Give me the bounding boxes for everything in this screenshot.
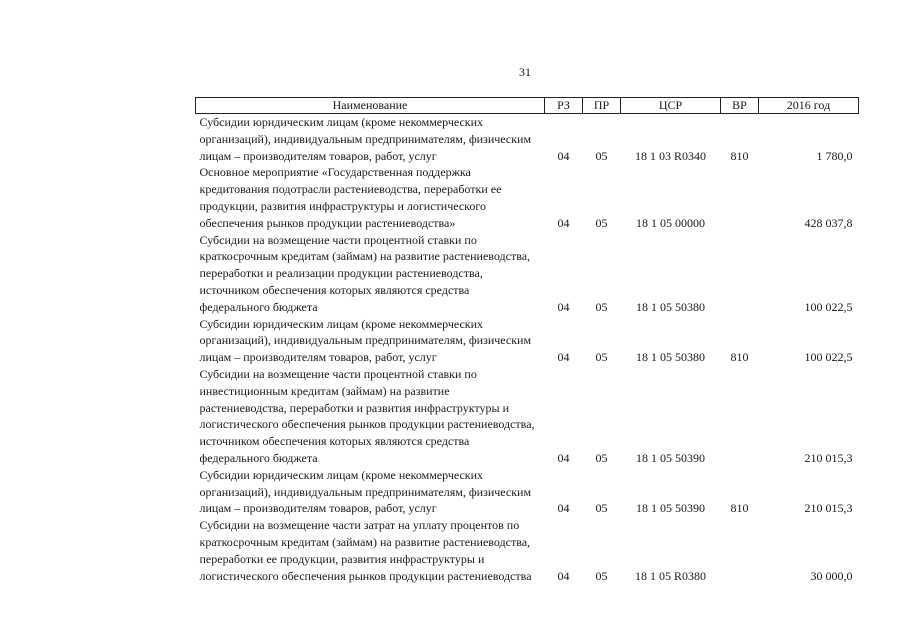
table-row <box>196 114 859 165</box>
row-csr: 18 1 05 50390 <box>636 450 705 465</box>
budget-table <box>195 97 859 584</box>
row-name: Субсидии на возмещение части процентной ставки по краткосрочным кредитам (займам) на развитие растениеводства, переработки и реализации продукции растениеводства, источником обеспечения которых являются средства федерального бюджета <box>199 232 531 314</box>
table-row <box>196 467 859 517</box>
row-pr: 05 <box>595 450 608 465</box>
row-name: Субсидии юридическим лицам (кроме некоммерческих организаций), индивидуальным предпринимателям, физическим лицам – производителям товаров, работ, услуг <box>199 316 532 365</box>
row-pr: 05 <box>595 568 608 583</box>
row-csr: 18 1 03 R0340 <box>634 148 706 163</box>
table-row <box>196 517 859 584</box>
row-vr: 810 <box>730 148 749 163</box>
header-vr: ВР <box>721 98 759 114</box>
page-number: 31 <box>519 65 531 79</box>
row-rz: 04 <box>557 350 570 365</box>
table-row <box>196 366 859 467</box>
table-header-row <box>196 98 859 114</box>
row-sum: 210 015,3 <box>804 450 853 465</box>
table-row <box>196 232 859 316</box>
row-pr: 05 <box>595 299 608 314</box>
row-vr <box>721 366 759 467</box>
row-vr <box>721 232 759 316</box>
row-sum: 100 022,5 <box>804 299 853 314</box>
table-row <box>196 316 859 366</box>
row-sum: 100 022,5 <box>804 350 853 365</box>
row-rz: 04 <box>557 501 570 516</box>
row-name: Субсидии юридическим лицам (кроме некоммерческих организаций), индивидуальным предпринимателям, физическим лицам – производителям товаров, работ, услуг <box>199 467 532 516</box>
row-pr: 05 <box>595 148 608 163</box>
row-rz: 04 <box>557 148 570 163</box>
table-row <box>196 164 859 231</box>
row-csr: 18 1 05 50380 <box>636 350 705 365</box>
row-pr: 05 <box>595 350 608 365</box>
row-name: Субсидии на возмещение части затрат на уплату процентов по краткосрочным кредитам (займам) на развитие растениеводства, переработки ее продукции, развития инфраструктуры и логистического обеспечения рынков продукции растениеводства <box>199 518 532 583</box>
row-csr: 18 1 05 R0380 <box>634 568 706 583</box>
row-vr <box>721 164 759 231</box>
row-csr: 18 1 05 50380 <box>636 299 705 314</box>
header-sum: 2016 год <box>759 98 859 114</box>
row-vr: 810 <box>730 501 749 516</box>
row-name: Субсидии юридическим лицам (кроме некоммерческих организаций), индивидуальным предпринимателям, физическим лицам – производителям товаров, работ, услуг <box>199 115 532 163</box>
row-name: Субсидии на возмещение части процентной ставки по инвестиционным кредитам (займам) на развитие растениеводства, переработки и развития инфраструктуры и логистического обеспечения рынков продукции растениеводства, источником обеспечения которых являются средства федерального бюджета <box>199 366 535 465</box>
row-pr: 05 <box>595 501 608 516</box>
row-sum: 30 000,0 <box>810 568 853 583</box>
row-pr: 05 <box>595 215 608 230</box>
row-sum: 210 015,3 <box>804 501 853 516</box>
row-csr: 18 1 05 50390 <box>636 501 705 516</box>
header-pr: ПР <box>583 98 621 114</box>
row-sum: 1 780,0 <box>816 148 853 163</box>
row-vr <box>721 517 759 584</box>
row-vr: 810 <box>730 350 749 365</box>
row-rz: 04 <box>557 450 570 465</box>
row-rz: 04 <box>557 568 570 583</box>
header-csr: ЦСР <box>621 98 721 114</box>
header-name: Наименование <box>196 98 545 114</box>
row-sum: 428 037,8 <box>804 215 853 230</box>
row-rz: 04 <box>557 215 570 230</box>
row-csr: 18 1 05 00000 <box>636 215 705 230</box>
header-rz: РЗ <box>545 98 583 114</box>
row-rz: 04 <box>557 299 570 314</box>
row-name: Основное мероприятие «Государственная поддержка кредитования подотрасли растениеводства, переработки ее продукции, развития инфраструктуры и логистического обеспечения рынков продукции растениеводства» <box>199 165 502 230</box>
